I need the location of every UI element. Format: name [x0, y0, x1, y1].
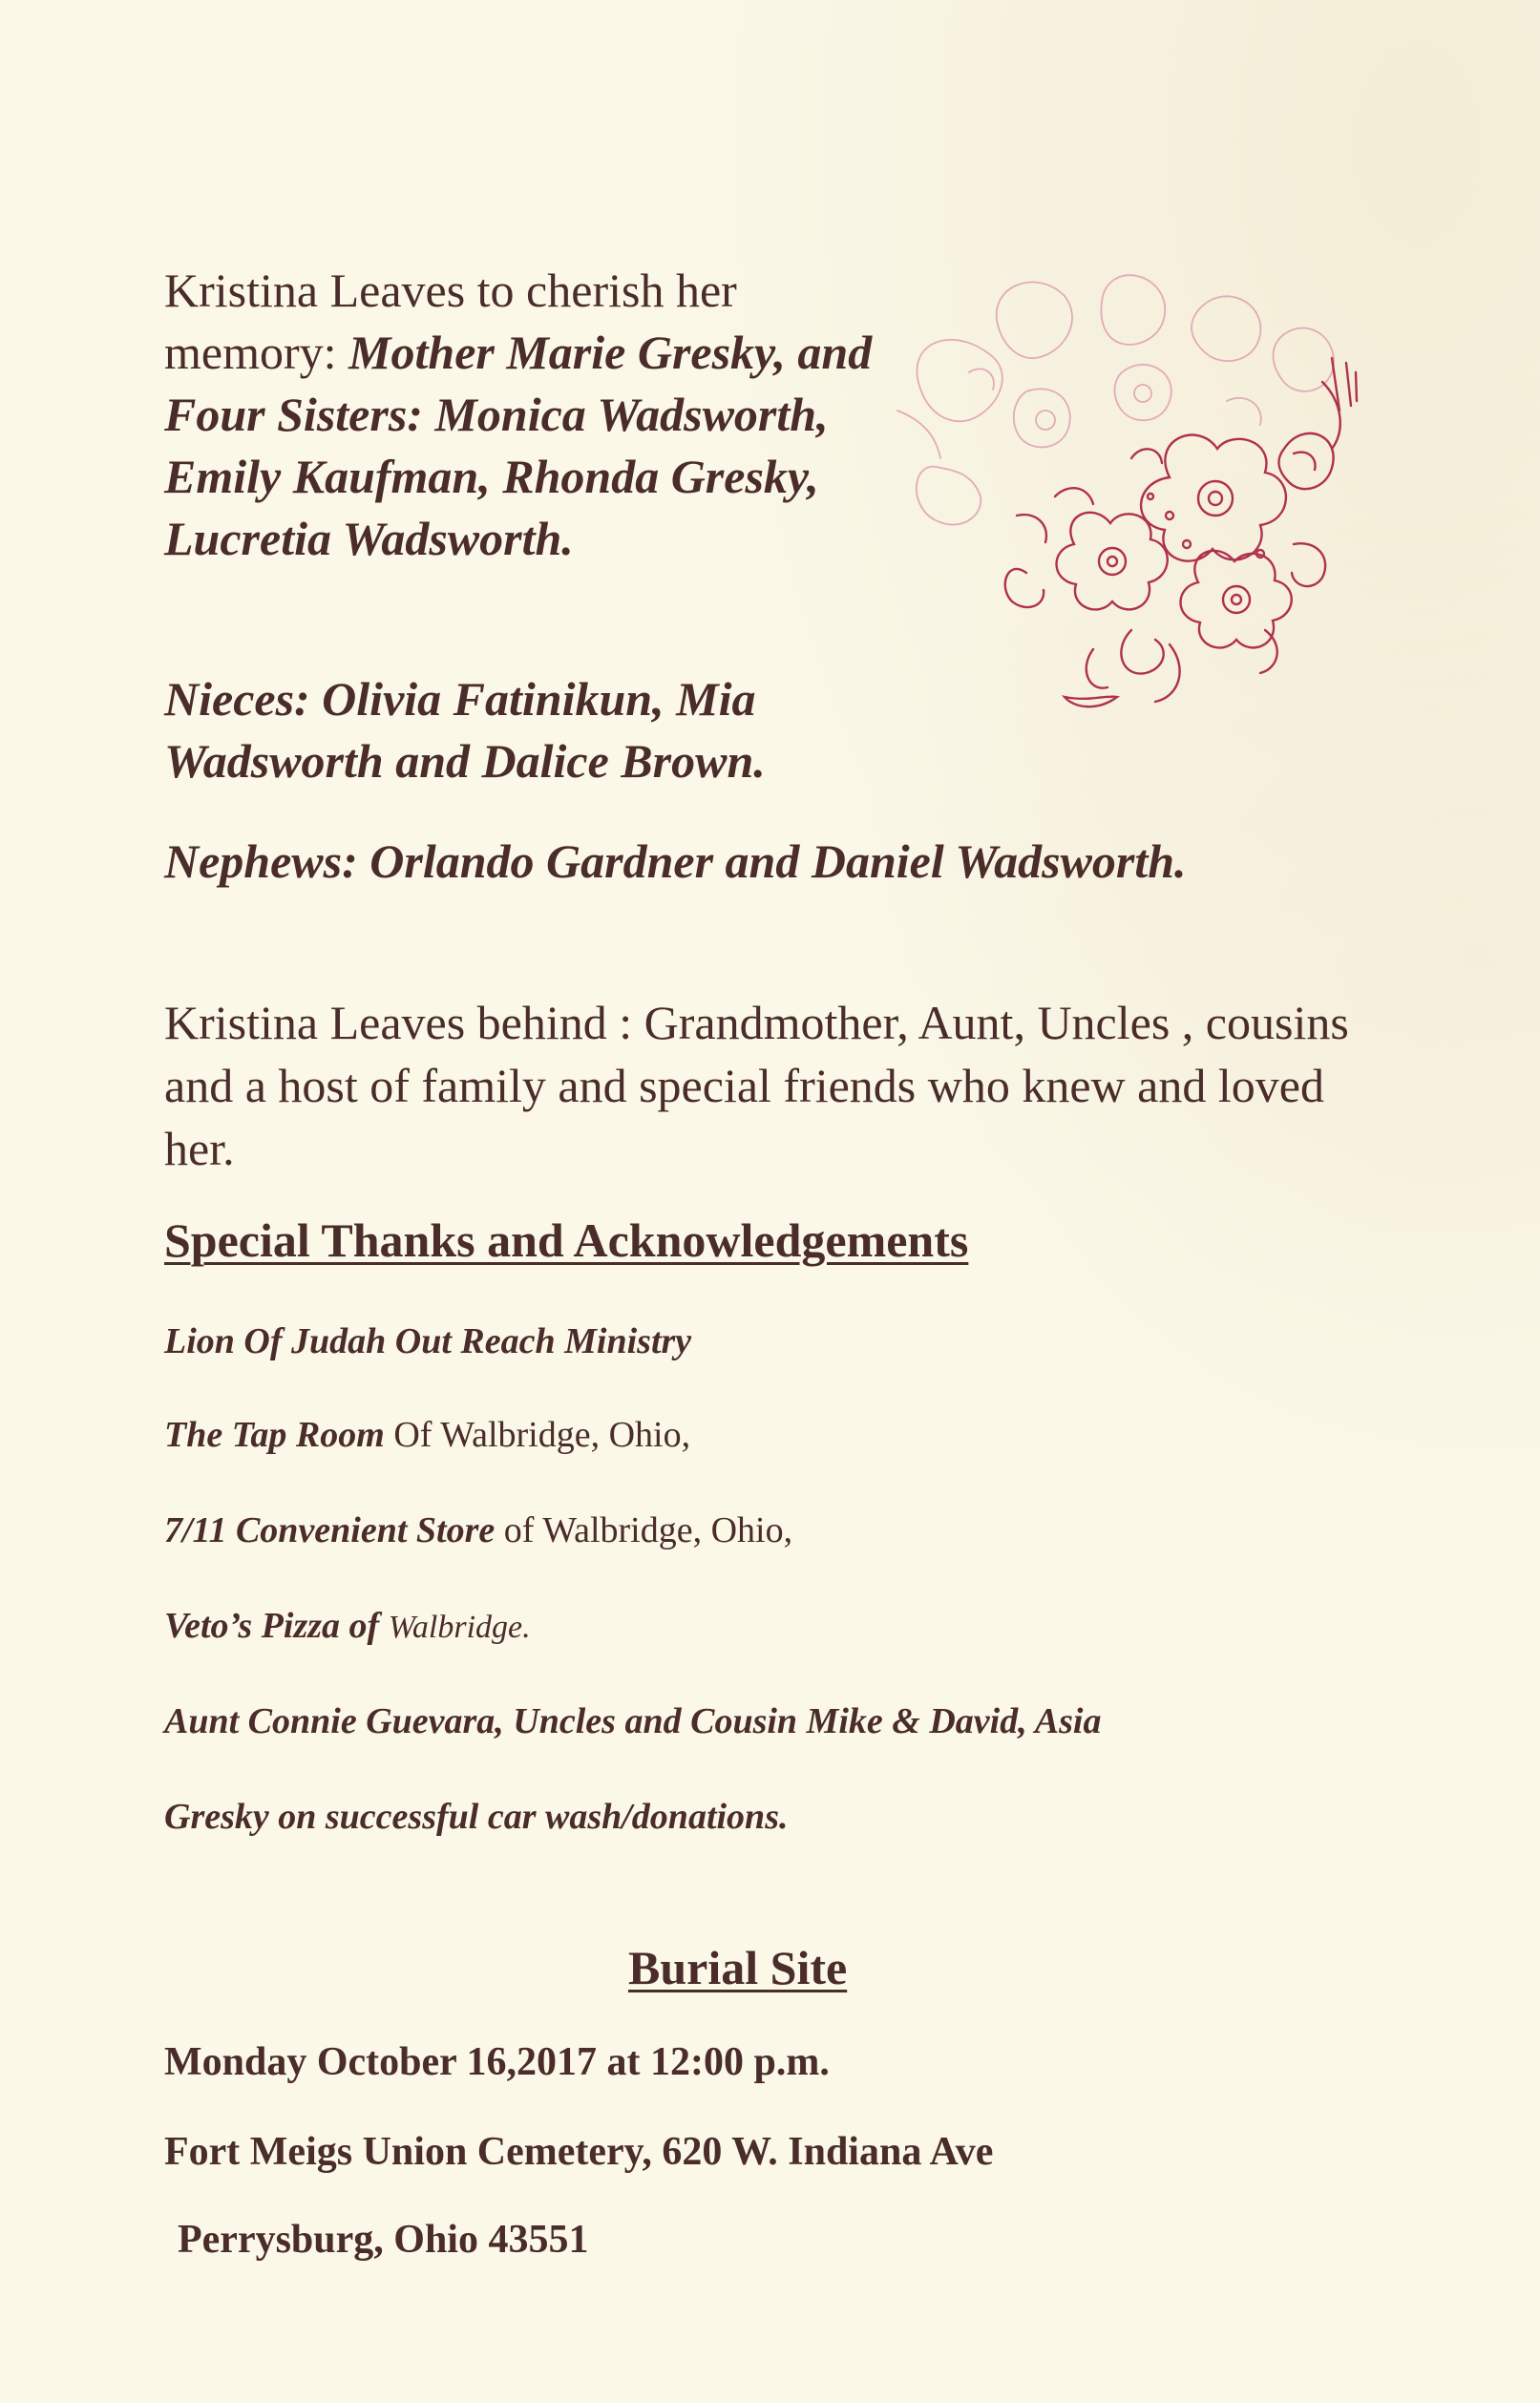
burial-site-heading: Burial Site — [628, 1941, 848, 1994]
acknowledgement-detail: of Walbridge, Ohio, — [495, 1510, 793, 1550]
intro-family-list: Mother Marie Gresky, and Four Sisters: Monica Wadsworth, Emily Kaufman, Rhonda Gresky, Lucretia Wadsworth. — [164, 326, 873, 565]
acknowledgement-name: 7/11 Convenient Store — [164, 1510, 496, 1550]
nephews-paragraph: Nephews: Orlando Gardner and Daniel Wadsworth. — [164, 834, 1187, 888]
burial-date: Monday October 16,2017 at 12:00 p.m. — [164, 2040, 830, 2084]
acknowledgement-detail: Of Walbridge, Ohio, — [384, 1415, 691, 1455]
acknowledgement-name: Lion Of Judah Out Reach Ministry — [164, 1321, 692, 1361]
acknowledgement-item — [164, 1795, 788, 1839]
burial-city: Perrysburg, Ohio 43551 — [178, 2218, 589, 2262]
intro-lead: Kristina Leaves to cherish her memory: — [164, 263, 737, 379]
intro-paragraph — [164, 260, 890, 570]
acknowledgement-name: Veto’s Pizza of — [164, 1606, 389, 1646]
acknowledgement-name: Aunt Connie Guevara, Uncles and Cousin Mike & David, Asia — [164, 1701, 1102, 1741]
leaves-behind-paragraph: Kristina Leaves behind : Grandmother, Aunt, Uncles , cousins and a host of family and special friends who knew and loved her. — [164, 996, 1349, 1175]
acknowledgement-name: Gresky on successful car wash/donations. — [164, 1797, 789, 1837]
acknowledgement-item — [164, 1319, 691, 1363]
acknowledgement-item — [164, 1604, 531, 1650]
acknowledgement-item — [164, 1699, 1101, 1743]
floral-ornament-icon — [883, 267, 1375, 716]
acknowledgement-item — [164, 1508, 792, 1552]
acknowledgement-item — [164, 1413, 690, 1457]
nieces-paragraph: Nieces: Olivia Fatinikun, Mia Wadsworth and Dalice Brown. — [164, 672, 766, 788]
acknowledgements-heading: Special Thanks and Acknowledgements — [164, 1213, 969, 1267]
acknowledgement-detail: Walbridge. — [388, 1610, 531, 1645]
acknowledgement-name: The Tap Room — [164, 1415, 385, 1455]
burial-address: Fort Meigs Union Cemetery, 620 W. Indiana Ave — [164, 2130, 994, 2174]
